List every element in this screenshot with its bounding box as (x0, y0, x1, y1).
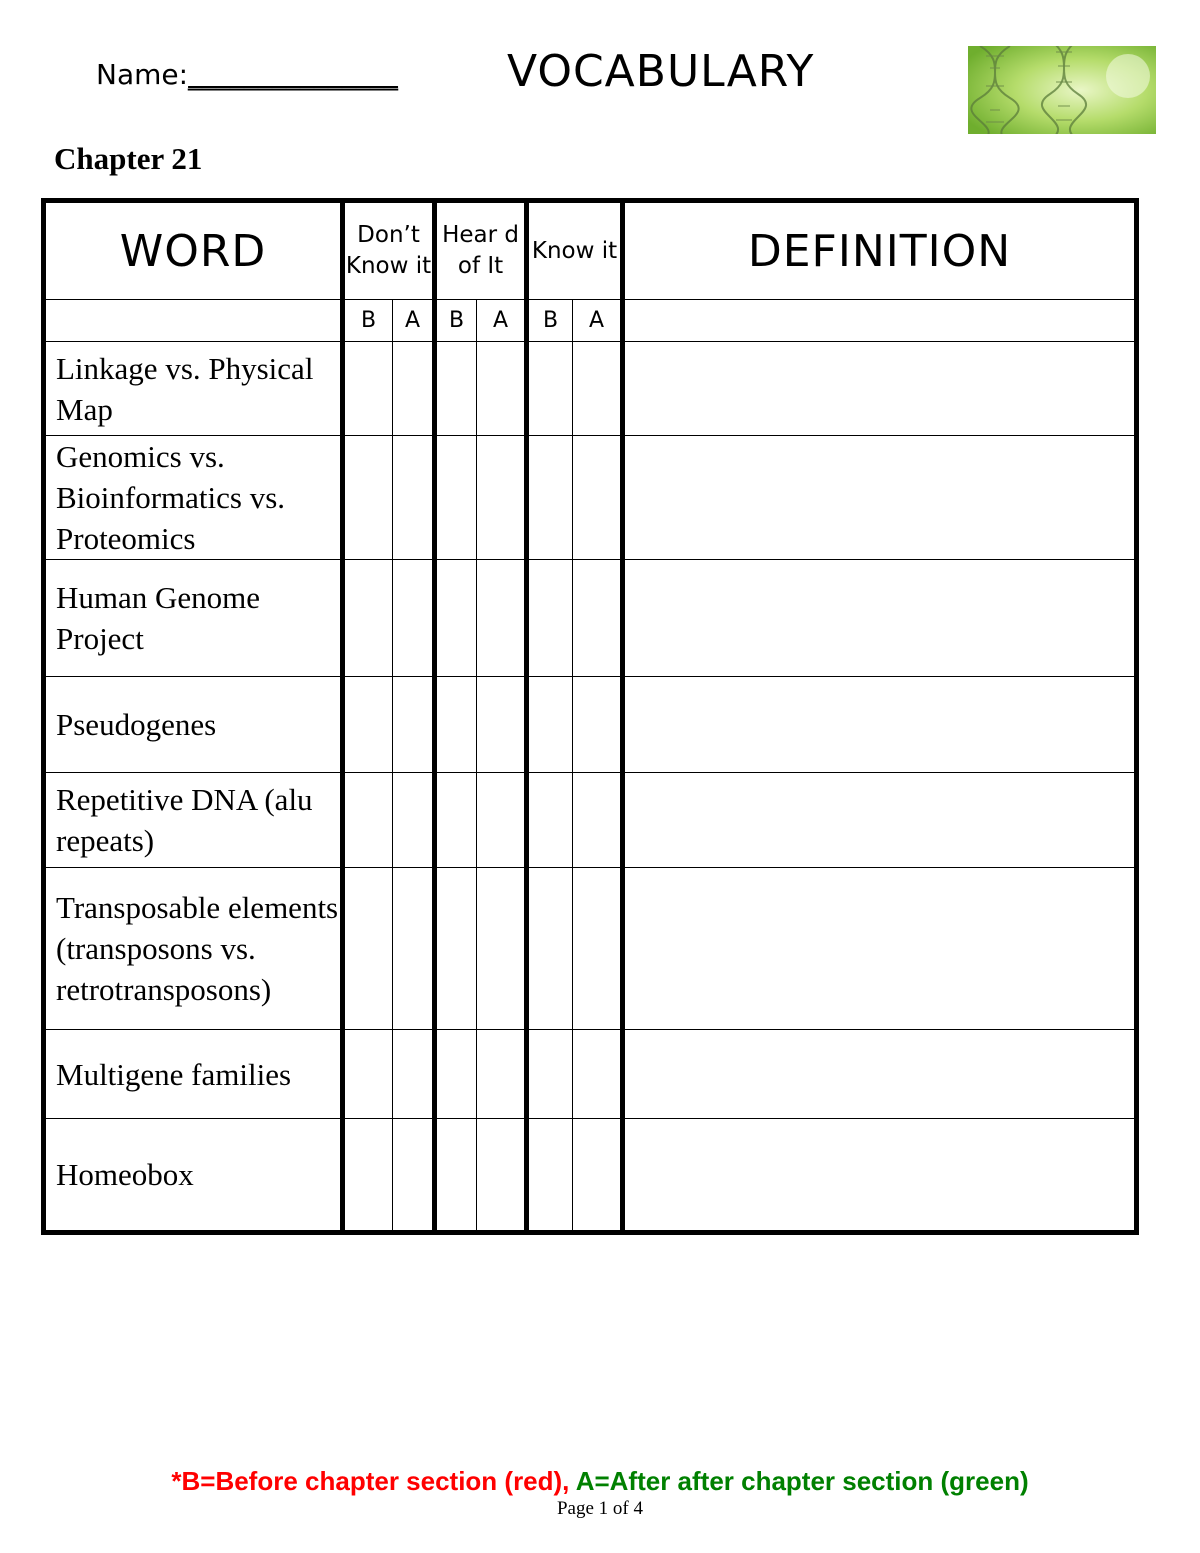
table-row (44, 560, 1137, 677)
word-column-header: WORD (44, 201, 343, 300)
heard-of-before-cell[interactable] (435, 436, 477, 560)
know-before-cell[interactable] (527, 1030, 573, 1119)
before-legend: *B=Before chapter section (red), (171, 1466, 570, 1496)
sub-header-blank (44, 300, 343, 342)
definition-cell[interactable] (623, 677, 1137, 773)
header-row (44, 201, 1137, 300)
dont-know-after-label: A (393, 300, 435, 342)
heard-of-after-cell[interactable] (477, 773, 527, 868)
vocab-word: Genomics vs. Bioinformatics vs. Proteomics (44, 436, 343, 560)
dont-know-before-cell[interactable] (343, 1119, 393, 1233)
heard-of-before-cell[interactable] (435, 677, 477, 773)
definition-cell[interactable] (623, 868, 1137, 1030)
table-row (44, 773, 1137, 868)
chapter-heading: Chapter 21 (54, 141, 203, 176)
know-before-label: B (527, 300, 573, 342)
dont-know-after-cell[interactable] (393, 677, 435, 773)
heard-of-before-cell[interactable] (435, 560, 477, 677)
know-after-cell[interactable] (573, 342, 623, 436)
definition-cell[interactable] (623, 1119, 1137, 1233)
know-after-cell[interactable] (573, 677, 623, 773)
vocab-word: Homeobox (44, 1119, 343, 1233)
name-label: Name: (96, 58, 189, 91)
dont-know-after-cell[interactable] (393, 868, 435, 1030)
definition-cell[interactable] (623, 560, 1137, 677)
definition-cell[interactable] (623, 1030, 1137, 1119)
table-row (44, 342, 1137, 436)
heard-of-before-cell[interactable] (435, 1030, 477, 1119)
dont-know-after-cell[interactable] (393, 436, 435, 560)
definition-cell[interactable] (623, 342, 1137, 436)
dont-know-column-header: Don’t Know it (343, 201, 435, 300)
heard-of-before-label: B (435, 300, 477, 342)
dont-know-before-cell[interactable] (343, 868, 393, 1030)
dont-know-before-cell[interactable] (343, 342, 393, 436)
know-before-cell[interactable] (527, 560, 573, 677)
heard-of-after-cell[interactable] (477, 560, 527, 677)
name-field-label (96, 58, 398, 91)
dont-know-before-cell[interactable] (343, 1030, 393, 1119)
dont-know-before-cell[interactable] (343, 773, 393, 868)
heard-of-after-cell[interactable] (477, 868, 527, 1030)
heard-of-before-cell[interactable] (435, 773, 477, 868)
know-after-cell[interactable] (573, 868, 623, 1030)
dont-know-after-cell[interactable] (393, 342, 435, 436)
page-title: VOCABULARY (507, 46, 815, 97)
page-number: Page 1 of 4 (556, 1498, 643, 1519)
heard-of-column-header: Hear d of It (435, 201, 527, 300)
definition-cell[interactable] (623, 436, 1137, 560)
dna-helix-image (968, 46, 1156, 134)
legend-note (0, 1466, 1200, 1497)
know-after-cell[interactable] (573, 436, 623, 560)
know-before-cell[interactable] (527, 342, 573, 436)
vocab-word: Transposable elements (transposons vs. retrotransposons) (44, 868, 343, 1030)
vocab-word: Linkage vs. Physical Map (44, 342, 343, 436)
heard-of-before-cell[interactable] (435, 868, 477, 1030)
dont-know-after-cell[interactable] (393, 773, 435, 868)
heard-of-after-cell[interactable] (477, 342, 527, 436)
dont-know-before-cell[interactable] (343, 436, 393, 560)
vocab-word: Pseudogenes (44, 677, 343, 773)
dont-know-after-cell[interactable] (393, 560, 435, 677)
name-blank-line: _______________ (188, 58, 399, 91)
know-before-cell[interactable] (527, 1119, 573, 1233)
know-before-cell[interactable] (527, 868, 573, 1030)
heard-of-after-cell[interactable] (477, 436, 527, 560)
dont-know-before-label: B (343, 300, 393, 342)
know-before-cell[interactable] (527, 436, 573, 560)
vocab-word: Human Genome Project (44, 560, 343, 677)
know-column-header: Know it (527, 201, 623, 300)
heard-of-before-cell[interactable] (435, 342, 477, 436)
table-row (44, 868, 1137, 1030)
definition-column-header: DEFINITION (623, 201, 1137, 300)
know-before-cell[interactable] (527, 773, 573, 868)
vocabulary-table (41, 198, 1139, 1235)
know-after-cell[interactable] (573, 773, 623, 868)
vocab-word: Multigene families (44, 1030, 343, 1119)
heard-of-before-cell[interactable] (435, 1119, 477, 1233)
heard-of-after-label: A (477, 300, 527, 342)
know-after-cell[interactable] (573, 1030, 623, 1119)
definition-cell[interactable] (623, 773, 1137, 868)
vocab-word: Repetitive DNA (alu repeats) (44, 773, 343, 868)
table-row (44, 1119, 1137, 1233)
dont-know-before-cell[interactable] (343, 677, 393, 773)
heard-of-after-cell[interactable] (477, 1119, 527, 1233)
know-after-label: A (573, 300, 623, 342)
know-after-cell[interactable] (573, 560, 623, 677)
table-row (44, 1030, 1137, 1119)
dont-know-before-cell[interactable] (343, 560, 393, 677)
after-legend: A=After after chapter section (green) (575, 1466, 1029, 1496)
heard-of-after-cell[interactable] (477, 1030, 527, 1119)
dont-know-after-cell[interactable] (393, 1030, 435, 1119)
dont-know-after-cell[interactable] (393, 1119, 435, 1233)
know-after-cell[interactable] (573, 1119, 623, 1233)
know-before-cell[interactable] (527, 677, 573, 773)
table-row (44, 436, 1137, 560)
heard-of-after-cell[interactable] (477, 677, 527, 773)
table-row (44, 677, 1137, 773)
sub-header-definition-blank (623, 300, 1137, 342)
sub-header-row (44, 300, 1137, 342)
